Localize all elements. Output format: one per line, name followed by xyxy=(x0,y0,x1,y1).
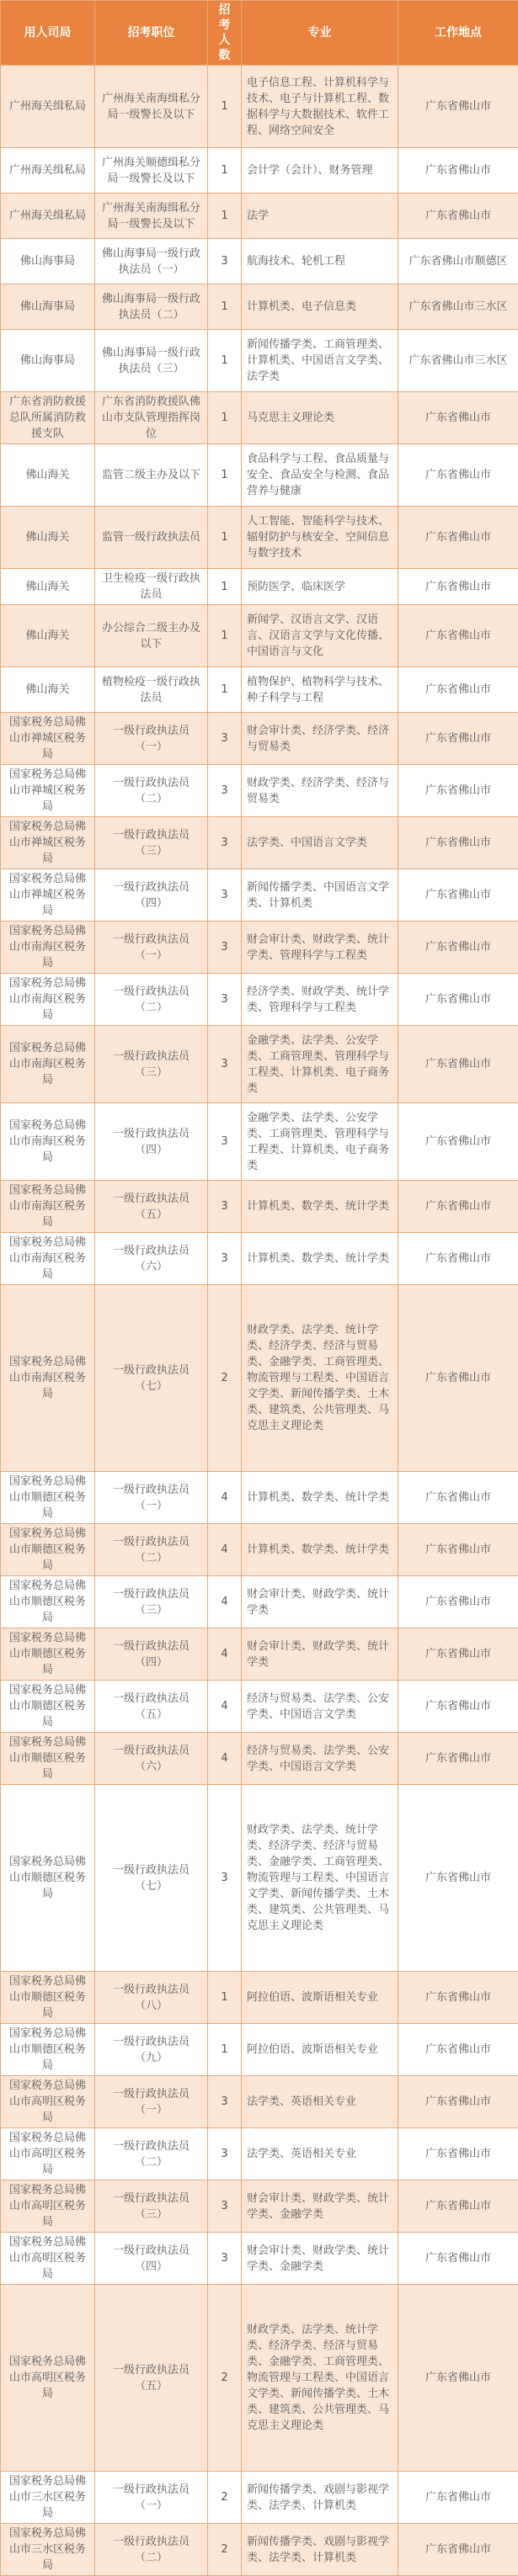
cell-location: 广东省佛山市三水区 xyxy=(398,284,518,330)
cell-position: 一级行政执法员（五） xyxy=(95,1681,208,1733)
cell-location: 广东省佛山市 xyxy=(398,148,518,194)
cell-employer: 国家税务总局佛山市高明区税务局 xyxy=(1,2285,95,2472)
table-row xyxy=(1,869,518,922)
cell-location: 广东省佛山市 xyxy=(398,1733,518,1785)
cell-employer: 国家税务总局佛山市顺德区税务局 xyxy=(1,1785,95,1972)
cell-employer: 国家税务总局佛山市顺德区税务局 xyxy=(1,1472,95,1524)
cell-position: 一级行政执法员（五） xyxy=(95,1181,208,1233)
cell-major: 计算机类、数学类、统计学类 xyxy=(242,1524,398,1576)
cell-location: 广东省佛山市 xyxy=(398,1785,518,1972)
table-row xyxy=(1,817,518,869)
table-row xyxy=(1,2472,518,2524)
cell-major: 新闻传播学类、戏剧与影视学类、法学类、计算机类 xyxy=(242,2524,398,2576)
table-row xyxy=(1,1681,518,1733)
cell-employer: 国家税务总局佛山市南海区税务局 xyxy=(1,1103,95,1181)
cell-count: 4 xyxy=(208,1628,242,1681)
cell-position: 一级行政执法员（九） xyxy=(95,2024,208,2076)
cell-major: 植物保护、植物科学与技术、种子科学与工程 xyxy=(242,667,398,713)
cell-employer: 国家税务总局佛山市高明区税务局 xyxy=(1,2233,95,2285)
cell-count: 3 xyxy=(208,1785,242,1972)
cell-position: 广州海关南海缉私分局一级警长及以下 xyxy=(95,194,208,239)
cell-location: 广东省佛山市顺德区 xyxy=(398,239,518,284)
cell-major: 金融学类、法学类、公安学类、工商管理类、管理科学与工程类、计算机类、电子商务类 xyxy=(242,1026,398,1103)
table-body xyxy=(1,66,518,2576)
cell-major: 财会审计类、财政学类、统计学类、金融学类 xyxy=(242,2233,398,2285)
cell-location: 广东省佛山市 xyxy=(398,922,518,974)
table-row xyxy=(1,1285,518,1472)
cell-position: 广东省消防救援队佛山市支队管理指挥岗位 xyxy=(95,392,208,444)
cell-location: 广东省佛山市 xyxy=(398,2128,518,2180)
header-major: 专业 xyxy=(242,1,398,66)
cell-major: 金融学类、法学类、公安学类、工商管理类、管理科学与工程类、计算机类、电子商务类 xyxy=(242,1103,398,1181)
cell-count: 1 xyxy=(208,667,242,713)
table-row xyxy=(1,2076,518,2128)
cell-count: 1 xyxy=(208,1972,242,2024)
cell-major: 计算机类、电子信息类 xyxy=(242,284,398,330)
cell-position: 一级行政执法员（七） xyxy=(95,1285,208,1472)
table-row xyxy=(1,148,518,194)
cell-position: 一级行政执法员（四） xyxy=(95,869,208,922)
cell-major: 财会审计类、财政学类、统计学类 xyxy=(242,1576,398,1628)
cell-employer: 广州海关缉私局 xyxy=(1,194,95,239)
cell-major: 新闻传播学类、戏剧与影视学类、法学类、计算机类 xyxy=(242,2472,398,2524)
cell-location: 广东省佛山市 xyxy=(398,1576,518,1628)
cell-location: 广东省佛山市 xyxy=(398,1472,518,1524)
cell-position: 佛山海事局一级行政执法员（三） xyxy=(95,330,208,392)
table-row xyxy=(1,713,518,765)
cell-employer: 国家税务总局佛山市禅城区税务局 xyxy=(1,713,95,765)
cell-count: 1 xyxy=(208,148,242,194)
cell-employer: 佛山海关 xyxy=(1,667,95,713)
cell-major: 财会审计类、财政学类、统计学类、管理科学与工程类 xyxy=(242,922,398,974)
cell-employer: 佛山海关 xyxy=(1,569,95,605)
cell-employer: 国家税务总局佛山市禅城区税务局 xyxy=(1,869,95,922)
header-count: 招考人数 xyxy=(208,1,242,66)
cell-count: 3 xyxy=(208,922,242,974)
cell-count: 1 xyxy=(208,194,242,239)
cell-location: 广东省佛山市 xyxy=(398,194,518,239)
cell-location: 广东省佛山市 xyxy=(398,1681,518,1733)
cell-count: 3 xyxy=(208,817,242,869)
cell-major: 财政学类、经济学类、经济与贸易类 xyxy=(242,765,398,817)
table-row xyxy=(1,1785,518,1972)
cell-major: 新闻学、汉语言文学、汉语言、汉语言文学与文化传播、中国语言与文化 xyxy=(242,605,398,667)
cell-employer: 国家税务总局佛山市顺德区税务局 xyxy=(1,1972,95,2024)
cell-employer: 国家税务总局佛山市顺德区税务局 xyxy=(1,2024,95,2076)
cell-position: 监管二级主办及以下 xyxy=(95,444,208,507)
cell-location: 广东省佛山市 xyxy=(398,765,518,817)
cell-location: 广东省佛山市 xyxy=(398,713,518,765)
table-row xyxy=(1,974,518,1026)
cell-employer: 国家税务总局佛山市南海区税务局 xyxy=(1,1233,95,1285)
cell-employer: 佛山海事局 xyxy=(1,239,95,284)
cell-count: 3 xyxy=(208,2233,242,2285)
cell-count: 2 xyxy=(208,2285,242,2472)
cell-position: 一级行政执法员（二） xyxy=(95,2524,208,2576)
cell-major: 计算机类、数学类、统计学类 xyxy=(242,1233,398,1285)
cell-major: 法学类、中国语言文学类 xyxy=(242,817,398,869)
cell-employer: 广州海关缉私局 xyxy=(1,66,95,148)
table-row xyxy=(1,194,518,239)
cell-position: 一级行政执法员（一） xyxy=(95,2472,208,2524)
cell-count: 1 xyxy=(208,2024,242,2076)
cell-employer: 国家税务总局佛山市禅城区税务局 xyxy=(1,817,95,869)
cell-major: 电子信息工程、计算机科学与技术、电子与计算机工程、数据科学与大数据技术、软件工程、网络空间安全 xyxy=(242,66,398,148)
cell-employer: 国家税务总局佛山市南海区税务局 xyxy=(1,974,95,1026)
cell-employer: 国家税务总局佛山市顺德区税务局 xyxy=(1,1576,95,1628)
cell-employer: 佛山海关 xyxy=(1,507,95,569)
cell-position: 一级行政执法员（六） xyxy=(95,1733,208,1785)
cell-position: 一级行政执法员（四） xyxy=(95,1628,208,1681)
table-row xyxy=(1,2524,518,2576)
cell-major: 法学类、英语相关专业 xyxy=(242,2076,398,2128)
cell-location: 广东省佛山市 xyxy=(398,2524,518,2576)
cell-major: 计算机类、数学类、统计学类 xyxy=(242,1472,398,1524)
cell-count: 4 xyxy=(208,1472,242,1524)
table-row xyxy=(1,922,518,974)
cell-position: 一级行政执法员（二） xyxy=(95,974,208,1026)
cell-employer: 国家税务总局佛山市南海区税务局 xyxy=(1,1285,95,1472)
cell-position: 佛山海事局一级行政执法员（二） xyxy=(95,284,208,330)
cell-count: 1 xyxy=(208,569,242,605)
cell-count: 1 xyxy=(208,284,242,330)
cell-employer: 国家税务总局佛山市禅城区税务局 xyxy=(1,765,95,817)
cell-position: 卫生检疫一级行政执法员 xyxy=(95,569,208,605)
cell-location: 广东省佛山市 xyxy=(398,869,518,922)
cell-count: 3 xyxy=(208,1026,242,1103)
cell-location: 广东省佛山市 xyxy=(398,2024,518,2076)
cell-location: 广东省佛山市 xyxy=(398,1972,518,2024)
cell-location: 广东省佛山市 xyxy=(398,817,518,869)
cell-position: 一级行政执法员（四） xyxy=(95,1103,208,1181)
cell-position: 佛山海事局一级行政执法员（一） xyxy=(95,239,208,284)
cell-position: 一级行政执法员（一） xyxy=(95,922,208,974)
table-row xyxy=(1,392,518,444)
cell-count: 1 xyxy=(208,444,242,507)
cell-location: 广东省佛山市 xyxy=(398,507,518,569)
cell-position: 一级行政执法员（三） xyxy=(95,1026,208,1103)
cell-position: 一级行政执法员（一） xyxy=(95,713,208,765)
table-row xyxy=(1,1233,518,1285)
table-row xyxy=(1,1733,518,1785)
cell-employer: 佛山海事局 xyxy=(1,330,95,392)
cell-location: 广东省佛山市 xyxy=(398,392,518,444)
cell-major: 预防医学、临床医学 xyxy=(242,569,398,605)
cell-position: 一级行政执法员（一） xyxy=(95,2076,208,2128)
cell-location: 广东省佛山市三水区 xyxy=(398,330,518,392)
table-row xyxy=(1,765,518,817)
cell-count: 3 xyxy=(208,2128,242,2180)
cell-position: 办公综合二级主办及以下 xyxy=(95,605,208,667)
cell-location: 广东省佛山市 xyxy=(398,66,518,148)
cell-count: 3 xyxy=(208,2076,242,2128)
table-row xyxy=(1,569,518,605)
cell-count: 1 xyxy=(208,392,242,444)
cell-employer: 国家税务总局佛山市顺德区税务局 xyxy=(1,1733,95,1785)
cell-position: 一级行政执法员（四） xyxy=(95,2233,208,2285)
cell-location: 广东省佛山市 xyxy=(398,1524,518,1576)
table-row xyxy=(1,1576,518,1628)
cell-position: 一级行政执法员（二） xyxy=(95,765,208,817)
cell-position: 广州海关南海缉私分局一级警长及以下 xyxy=(95,66,208,148)
cell-major: 食品科学与工程、食品质量与安全、食品安全与检测、食品营养与健康 xyxy=(242,444,398,507)
table-row xyxy=(1,239,518,284)
cell-location: 广东省佛山市 xyxy=(398,2233,518,2285)
header-employer: 用人司局 xyxy=(1,1,95,66)
cell-location: 广东省佛山市 xyxy=(398,667,518,713)
cell-count: 3 xyxy=(208,974,242,1026)
cell-count: 4 xyxy=(208,1733,242,1785)
cell-major: 航海技术、轮机工程 xyxy=(242,239,398,284)
cell-location: 广东省佛山市 xyxy=(398,974,518,1026)
cell-major: 会计学（会计）、财务管理 xyxy=(242,148,398,194)
cell-employer: 广东省消防救援总队所属消防救援支队 xyxy=(1,392,95,444)
cell-position: 一级行政执法员（三） xyxy=(95,1576,208,1628)
cell-count: 3 xyxy=(208,713,242,765)
table-row xyxy=(1,1628,518,1681)
cell-location: 广东省佛山市 xyxy=(398,1628,518,1681)
cell-count: 3 xyxy=(208,2180,242,2233)
cell-location: 广东省佛山市 xyxy=(398,1233,518,1285)
cell-location: 广东省佛山市 xyxy=(398,605,518,667)
cell-location: 广东省佛山市 xyxy=(398,2285,518,2472)
table-row xyxy=(1,667,518,713)
cell-employer: 广州海关缉私局 xyxy=(1,148,95,194)
cell-major: 财政学类、法学类、统计学类、经济学类、经济与贸易类、金融学类、工商管理类、物流管理与工程类、中国语言文学类、新闻传播学类、土木类、建筑类、公共管理类、马克思主义理论类 xyxy=(242,1785,398,1972)
cell-count: 4 xyxy=(208,1681,242,1733)
cell-location: 广东省佛山市 xyxy=(398,1285,518,1472)
cell-position: 一级行政执法员（六） xyxy=(95,1233,208,1285)
cell-location: 广东省佛山市 xyxy=(398,2076,518,2128)
cell-major: 经济学类、财政学类、统计学类、管理科学与工程类 xyxy=(242,974,398,1026)
table-row xyxy=(1,284,518,330)
cell-count: 1 xyxy=(208,605,242,667)
cell-major: 财会审计类、财政学类、统计学类 xyxy=(242,1628,398,1681)
cell-count: 1 xyxy=(208,507,242,569)
cell-location: 广东省佛山市 xyxy=(398,2472,518,2524)
table-row xyxy=(1,2180,518,2233)
cell-employer: 国家税务总局佛山市南海区税务局 xyxy=(1,1026,95,1103)
cell-location: 广东省佛山市 xyxy=(398,2180,518,2233)
table-row xyxy=(1,2233,518,2285)
table-row xyxy=(1,605,518,667)
cell-position: 一级行政执法员（一） xyxy=(95,1472,208,1524)
cell-major: 法学类、英语相关专业 xyxy=(242,2128,398,2180)
cell-position: 监管一级行政执法员 xyxy=(95,507,208,569)
cell-major: 财政学类、法学类、统计学类、经济学类、经济与贸易类、金融学类、工商管理类、物流管理与工程类、中国语言文学类、新闻传播学类、土木类、建筑类、公共管理类、马克思主义理论类 xyxy=(242,1285,398,1472)
cell-position: 一级行政执法员（七） xyxy=(95,1785,208,1972)
cell-count: 3 xyxy=(208,765,242,817)
cell-major: 人工智能、智能科学与技术、辐射防护与核安全、空间信息与数字技术 xyxy=(242,507,398,569)
cell-employer: 国家税务总局佛山市南海区税务局 xyxy=(1,1181,95,1233)
cell-employer: 国家税务总局佛山市南海区税务局 xyxy=(1,922,95,974)
table-row xyxy=(1,66,518,148)
cell-count: 4 xyxy=(208,1524,242,1576)
cell-position: 一级行政执法员（五） xyxy=(95,2285,208,2472)
cell-major: 经济与贸易类、法学类、公安学类、中国语言文学类 xyxy=(242,1681,398,1733)
cell-location: 广东省佛山市 xyxy=(398,1103,518,1181)
cell-count: 2 xyxy=(208,2472,242,2524)
cell-location: 广东省佛山市 xyxy=(398,1026,518,1103)
cell-position: 一级行政执法员（三） xyxy=(95,817,208,869)
cell-major: 经济与贸易类、法学类、公安学类、中国语言文学类 xyxy=(242,1733,398,1785)
cell-major: 阿拉伯语、波斯语相关专业 xyxy=(242,1972,398,2024)
cell-employer: 国家税务总局佛山市三水区税务局 xyxy=(1,2524,95,2576)
table-row xyxy=(1,330,518,392)
cell-employer: 国家税务总局佛山市顺德区税务局 xyxy=(1,1681,95,1733)
cell-major: 阿拉伯语、波斯语相关专业 xyxy=(242,2024,398,2076)
cell-major: 法学 xyxy=(242,194,398,239)
table-row xyxy=(1,1972,518,2024)
cell-employer: 国家税务总局佛山市顺德区税务局 xyxy=(1,1628,95,1681)
cell-employer: 国家税务总局佛山市顺德区税务局 xyxy=(1,1524,95,1576)
cell-position: 一级行政执法员（二） xyxy=(95,1524,208,1576)
cell-employer: 国家税务总局佛山市高明区税务局 xyxy=(1,2180,95,2233)
cell-count: 1 xyxy=(208,66,242,148)
cell-employer: 佛山海关 xyxy=(1,605,95,667)
table-row xyxy=(1,2128,518,2180)
cell-major: 财政学类、法学类、统计学类、经济学类、经济与贸易类、金融学类、工商管理类、物流管理与工程类、中国语言文学类、新闻传播学类、土木类、建筑类、公共管理类、马克思主义理论类 xyxy=(242,2285,398,2472)
cell-employer: 国家税务总局佛山市三水区税务局 xyxy=(1,2472,95,2524)
header-location: 工作地点 xyxy=(398,1,518,66)
table-row xyxy=(1,1026,518,1103)
table-row xyxy=(1,1472,518,1524)
cell-location: 广东省佛山市 xyxy=(398,444,518,507)
table-row xyxy=(1,444,518,507)
table-row xyxy=(1,2024,518,2076)
cell-employer: 佛山海事局 xyxy=(1,284,95,330)
table-row xyxy=(1,1103,518,1181)
cell-count: 3 xyxy=(208,1233,242,1285)
cell-major: 财会审计类、经济学类、经济与贸易类 xyxy=(242,713,398,765)
cell-position: 一级行政执法员（三） xyxy=(95,2180,208,2233)
cell-count: 4 xyxy=(208,1576,242,1628)
table-row xyxy=(1,2285,518,2472)
cell-location: 广东省佛山市 xyxy=(398,1181,518,1233)
cell-position: 一级行政执法员（八） xyxy=(95,1972,208,2024)
cell-employer: 国家税务总局佛山市高明区税务局 xyxy=(1,2128,95,2180)
cell-count: 1 xyxy=(208,330,242,392)
cell-major: 财会审计类、财政学类、统计学类、金融学类 xyxy=(242,2180,398,2233)
cell-position: 植物检疫一级行政执法员 xyxy=(95,667,208,713)
table-row xyxy=(1,1524,518,1576)
cell-major: 马克思主义理论类 xyxy=(242,392,398,444)
cell-count: 2 xyxy=(208,1285,242,1472)
cell-location: 广东省佛山市 xyxy=(398,569,518,605)
table-row xyxy=(1,1181,518,1233)
cell-position: 广州海关顺德缉私分局一级警长及以下 xyxy=(95,148,208,194)
cell-count: 3 xyxy=(208,1103,242,1181)
cell-position: 一级行政执法员（二） xyxy=(95,2128,208,2180)
cell-major: 计算机类、数学类、统计学类 xyxy=(242,1181,398,1233)
table-header-row xyxy=(1,1,518,66)
cell-major: 新闻传播学类、工商管理类、计算机类、中国语言文学类、法学类 xyxy=(242,330,398,392)
table-row xyxy=(1,507,518,569)
cell-count: 3 xyxy=(208,239,242,284)
cell-employer: 国家税务总局佛山市高明区税务局 xyxy=(1,2076,95,2128)
header-position: 招考职位 xyxy=(95,1,208,66)
cell-employer: 佛山海关 xyxy=(1,444,95,507)
cell-count: 3 xyxy=(208,869,242,922)
cell-major: 新闻传播学类、中国语言文学类、计算机类 xyxy=(242,869,398,922)
cell-count: 3 xyxy=(208,1181,242,1233)
cell-count: 2 xyxy=(208,2524,242,2576)
